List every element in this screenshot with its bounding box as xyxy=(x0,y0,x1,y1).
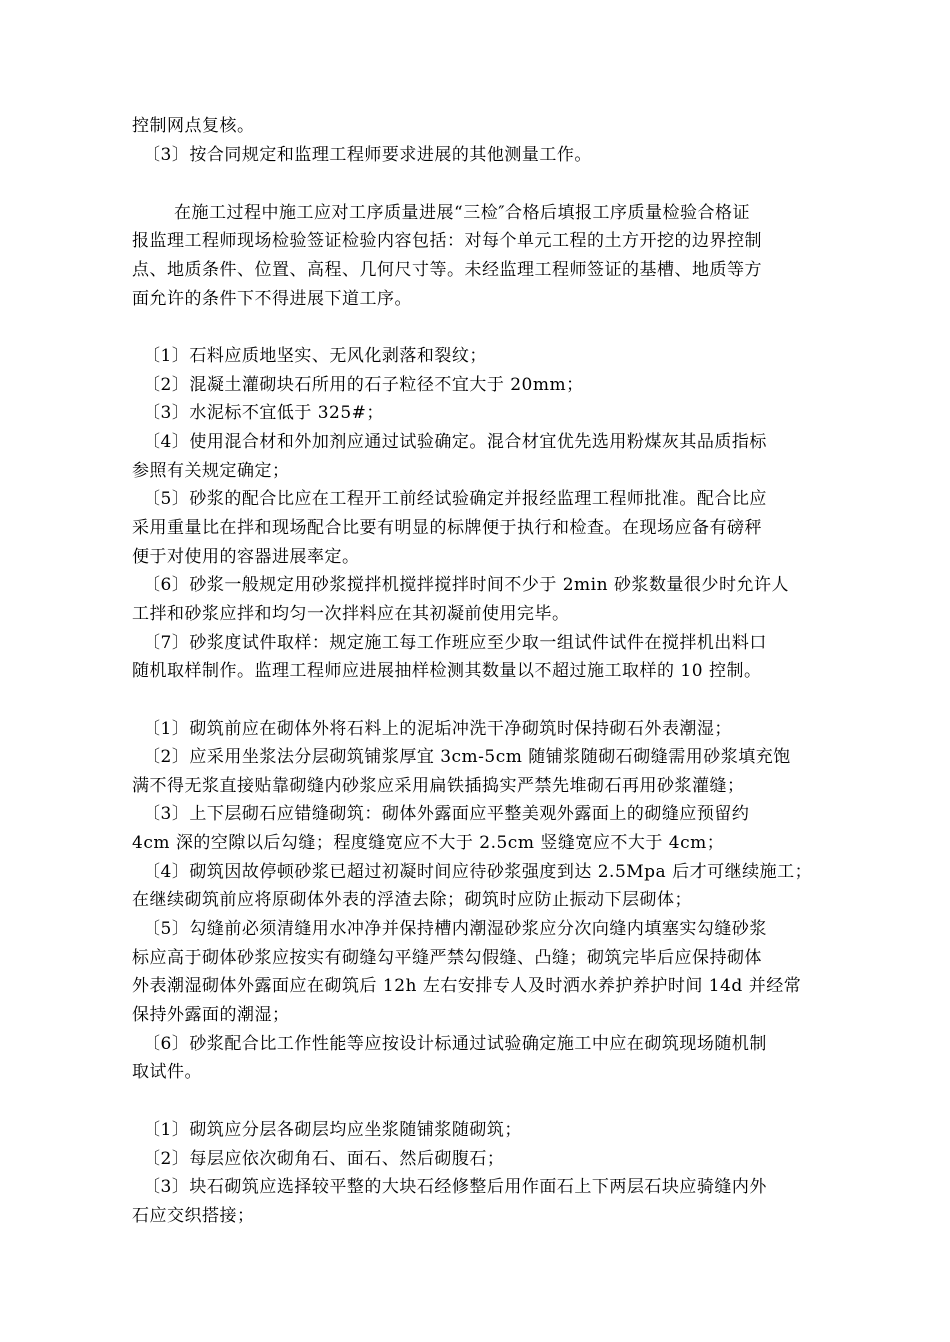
text-line: 面允许的条件下不得进展下道工序。 xyxy=(132,289,412,309)
text-line: 〔3〕按合同规定和监理工程师要求进展的其他测量工作。 xyxy=(143,145,592,165)
text-line: 〔1〕砌筑应分层各砌层均应坐浆随铺浆随砌筑； xyxy=(143,1120,522,1140)
text-line: 〔5〕勾缝前必须清缝用水冲净并保持槽内潮湿砂浆应分次向缝内填塞实勾缝砂浆 xyxy=(143,919,767,939)
text-line: 〔2〕每层应依次砌角石、面石、然后砌腹石； xyxy=(143,1149,505,1169)
text-line: 〔1〕砌筑前应在砌体外将石料上的泥垢冲洗干净砌筑时保持砌石外表潮湿； xyxy=(143,719,732,739)
text-line: 〔4〕使用混合材和外加剂应通过试验确定。混合材宜优先选用粉煤灰其品质指标 xyxy=(143,432,767,452)
text-line: 点、地质条件、位置、高程、几何尺寸等。未经监理工程师签证的基槽、地质等方 xyxy=(132,260,762,280)
text-line: 〔3〕上下层砌石应错缝砌筑：砌体外露面应平整美观外露面上的砌缝应预留约 xyxy=(143,804,750,824)
text-line: 〔6〕砂浆配合比工作性能等应按设计标通过试验确定施工中应在砌筑现场随机制 xyxy=(143,1034,767,1054)
text-line: 取试件。 xyxy=(132,1062,202,1082)
text-line: 〔3〕水泥标不宜低于 325#； xyxy=(143,403,384,423)
text-line: 在继续砌筑前应将原砌体外表的浮渣去除；砌筑时应防止振动下层砌体； xyxy=(132,890,692,910)
text-line: 〔3〕块石砌筑应选择较平整的大块石经修整后用作面石上下两层石块应骑缝内外 xyxy=(143,1177,767,1197)
text-line: 〔1〕石料应质地坚实、无风化剥落和裂纹； xyxy=(143,346,487,366)
text-line: 〔2〕应采用坐浆法分层砌筑铺浆厚宜 3cm-5cm 随铺浆随砌石砌缝需用砂浆填充饱 xyxy=(143,747,791,767)
text-line: 外表潮湿砌体外露面应在砌筑后 12h 左右安排专人及时洒水养护养护时间 14d 并经常 xyxy=(132,976,802,996)
text-line: 〔7〕砂浆度试件取样：规定施工每工作班应至少取一组试件试件在搅拌机出料口 xyxy=(143,633,767,653)
text-line: 4cm 深的空隙以后勾缝；程度缝宽应不大于 2.5cm 竖缝宽应不大于 4cm； xyxy=(132,833,725,853)
text-line: 采用重量比在拌和现场配合比要有明显的标牌便于执行和检查。在现场应备有磅秤 xyxy=(132,518,762,538)
text-line: 便于对使用的容器进展率定。 xyxy=(132,547,360,567)
text-line: 工拌和砂浆应拌和均匀一次拌料应在其初凝前使用完毕。 xyxy=(132,604,570,624)
text-line: 〔2〕混凝土灌砌块石所用的石子粒径不宜大于 20mm； xyxy=(143,375,584,395)
text-line: 〔5〕砂浆的配合比应在工程开工前经试验确定并报经监理工程师批准。配合比应 xyxy=(143,489,767,509)
text-line: 控制网点复核。 xyxy=(132,116,255,136)
text-line: 参照有关规定确定； xyxy=(132,461,290,481)
text-line: 〔6〕砂浆一般规定用砂浆搅拌机搅拌搅拌时间不少于 2min 砂浆数量很少时允许人 xyxy=(143,575,789,595)
text-line: 随机取样制作。监理工程师应进展抽样检测其数量以不超过施工取样的 10 控制。 xyxy=(132,661,762,681)
text-line: 标应高于砌体砂浆应按实有砌缝勾平缝严禁勾假缝、凸缝；砌筑完毕后应保持砌体 xyxy=(132,948,762,968)
text-line: 在施工过程中施工应对工序质量进展“三检″合格后填报工序质量检验合格证 xyxy=(174,203,751,223)
text-line: 石应交织搭接； xyxy=(132,1206,255,1226)
text-line: 〔4〕砌筑因故停顿砂浆已超过初凝时间应待砂浆强度到达 2.5Mpa 后才可继续施工； xyxy=(143,862,813,882)
text-line: 报监理工程师现场检验签证检验内容包括：对每个单元工程的土方开挖的边界控制 xyxy=(132,231,762,251)
text-line: 保持外露面的潮湿； xyxy=(132,1005,290,1025)
text-line: 满不得无浆直接贴靠砌缝内砂浆应采用扁铁插捣实严禁先堆砌石再用砂浆灌缝； xyxy=(132,776,745,796)
